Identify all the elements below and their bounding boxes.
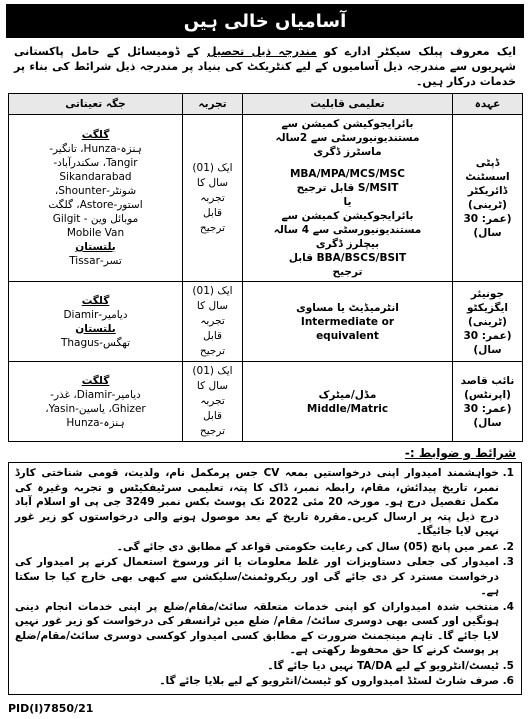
place-name: ہنزہ-Hunza، تانگیر-: [49, 143, 142, 155]
region-label: گلگت: [81, 129, 110, 141]
terms-list: [15, 466, 515, 689]
post-cell-line: (ٹرینی): [468, 199, 507, 211]
post-cell-line: نائب قاصد: [460, 374, 515, 387]
page-title-text: آسامیاں خالی ہیں: [183, 10, 347, 32]
qualification-cell-line: ماسٹرز ڈگری: [313, 146, 382, 158]
qualification-cell-line: انٹرمیڈیٹ یا مساوی: [296, 301, 399, 314]
experience-cell-line: ترجیح: [199, 221, 226, 234]
post-cell: [453, 115, 523, 282]
page-title: [6, 4, 524, 38]
header-post: عہدہ: [453, 94, 523, 115]
place-name: Ghizer، یاسین-Yasin،: [45, 402, 146, 415]
intro-paragraph: [0, 38, 530, 91]
header-place: جگہ تعیناتی: [9, 94, 183, 115]
post-cell-line: (عمر: 30: [463, 402, 512, 415]
qualification-cell-line: MBA/MPA/MCS/MSC: [289, 168, 406, 180]
vacancies-table: [8, 93, 523, 442]
experience-cell-line: ایک (01): [192, 365, 233, 377]
qualification-cell: [243, 282, 453, 362]
place-name: ہنزہ-Hunza: [66, 416, 125, 429]
qualification-cell-line: مڈل/میٹرک: [318, 388, 377, 401]
experience-cell-line: ترجیح: [199, 345, 226, 357]
qualification-cell-line: S/MSIT قابل ترجیح: [296, 182, 399, 194]
post-cell-line: سال): [473, 343, 502, 356]
post-cell: [453, 282, 523, 362]
post-cell-line: جونیئر: [470, 287, 505, 300]
qualification-cell-line: مستندیونیورسٹی سے 2سالہ: [275, 132, 420, 144]
region-label: بلتستان: [75, 241, 116, 253]
experience-cell: [183, 115, 243, 282]
experience-cell-line: سال کا: [196, 300, 229, 312]
qualification-cell-line: بائرایجوکیشن کمیشن سے: [281, 118, 414, 130]
terms-item: 3. امیدوار کی جعلی دستاویزات اور غلط معلومات یا اثر ورسوخ استعمال کرنے پر امیدوار کی درخواست مسترد کر دی جائے گی اور ریکروٹمنٹ/سلیکشن سے کبھی بھی خارج کیا جا سکتا ہے۔: [15, 555, 499, 599]
place-cell: [9, 362, 183, 442]
place-name: موبائل وین - Gilgit: [52, 213, 139, 225]
region-label: گلگت: [81, 294, 110, 307]
job-advertisement: [0, 4, 530, 719]
region-label: گلگت: [81, 374, 110, 387]
intro-text-1: ایک معروف پبلک سیکٹر ادارے کو: [316, 45, 516, 58]
qualification-cell-line: equivalent: [316, 329, 379, 342]
place-name: Mobile Van: [66, 227, 125, 239]
experience-cell-line: سال کا: [196, 176, 229, 189]
post-cell-line: ڈائریکٹر: [467, 185, 508, 197]
terms-item: 2. عمر میں پانچ (05) سال کی رعایت حکومتی قواعد کے مطابق دی جائے گی۔: [15, 540, 499, 555]
table-row: [9, 282, 523, 362]
place-name: دیامیر-Diamir: [63, 308, 128, 321]
terms-item: 5. ٹیسٹ/انٹرویو کے لیے TA/DA نہیں دیا جائے گا۔: [15, 659, 499, 674]
table-row: [9, 362, 523, 442]
post-cell-line: (ٹرینی): [468, 315, 507, 328]
place-name: دیامیر-Diamir، غذر-: [50, 388, 141, 401]
table-header-row: [9, 94, 523, 115]
qualification-cell-line: Middle/Matric: [306, 402, 389, 415]
post-cell-line: ایگزیکٹو: [466, 301, 509, 314]
qualification-cell-line: BBA/BSCS/BSIT قابل: [288, 252, 407, 264]
terms-item: 4. منتخب شدہ امیدواران کو اپنی خدمات متعلقہ سائٹ/مقام/ضلع پر اپنی خدمات انجام دینی ہونگیں اور کسی بھی دوسری سائٹ/ مقام/ ضلع میں ٹرانسفر کی درخواست کو زیر غور نہیں لایا جائے گا۔ تاہم مینجمنٹ ضرورت کے مطابق کسی امیدوار کوکسی دوسری سائٹ/مقام/ضلع پر پوسٹ کرنے کا حق محفوظ رکھتی ہے۔: [15, 600, 499, 658]
experience-cell: [183, 282, 243, 362]
intro-highlight: مندرجہ ذیل تحصیل: [207, 45, 317, 58]
place-name: شونٹر-Shounter،: [54, 185, 137, 197]
qualification-cell: [243, 362, 453, 442]
post-cell-line: (عمر: 30: [463, 213, 512, 225]
region-label: بلتستان: [75, 322, 116, 335]
qualification-cell: [243, 115, 453, 282]
experience-cell-line: قابل: [202, 330, 223, 342]
qualification-cell-line: بیچلرز ڈگری: [315, 238, 380, 250]
qualification-cell-line: ترجیح: [332, 266, 363, 278]
qualification-cell-line: Intermediate or: [300, 315, 395, 328]
post-cell-line: سال): [473, 416, 502, 429]
terms-item: 1. خواہشمند امیدوار اپنی درخواستیں بمعہ CV جس پرمکمل نام، ولدیت، قومی شناختی کارڈ نمبر، تاریخ پیدائش، مقام، رابطہ نمبر، ڈاک کا پتہ، تعلیمی سرٹیفکیٹس و تجربہ وغیرہ کی مکمل تفصیل درج ہو۔ مورخہ 20 مئی 2022 تک پوسٹ بکس نمبر 3249 جی پی او اسلام آباد درج ذیل پتہ پر ارسال کریں۔مقررہ تاریخ کے بعد موصول ہونے والی درخواستوں کو زیر غور نہیں لایا جائیگا۔: [15, 466, 499, 539]
terms-box: [8, 462, 522, 695]
experience-cell-line: تجربہ: [200, 395, 225, 407]
header-experience: تجربہ: [183, 94, 243, 115]
place-name: تسر-Tissar: [69, 255, 122, 267]
place-name: تھگس-Thagus: [60, 336, 131, 349]
header-qualification: تعلیمی قابلیت: [243, 94, 453, 115]
qualification-cell-line: [246, 159, 449, 167]
experience-cell-line: ایک (01): [192, 285, 233, 297]
experience-cell: [183, 362, 243, 442]
qualification-cell-line: یا: [343, 196, 352, 208]
experience-cell-line: ترجیح: [199, 425, 226, 437]
experience-cell-line: ایک (01): [192, 161, 233, 174]
post-cell: [453, 362, 523, 442]
table-row: [9, 115, 523, 282]
pid-number: PID(I)7850/21: [8, 702, 94, 715]
post-cell-line: سال): [473, 227, 502, 239]
experience-cell-line: تجربہ: [200, 191, 225, 204]
post-cell-line: (عمر: 30: [463, 329, 512, 342]
experience-cell-line: قابل: [202, 410, 223, 422]
place-cell: [9, 282, 183, 362]
terms-item: 6. صرف شارٹ لسٹڈ امیدواروں کو ٹیسٹ/انٹرویو کے لیے بلایا جائے گا۔: [15, 674, 499, 689]
place-name: Sikandarabad: [59, 171, 132, 183]
terms-title: شرائط و ضوابط :-: [404, 446, 516, 460]
post-cell-line: (اپرنٹس): [464, 388, 511, 401]
qualification-cell-line: مستندیونیورسٹی سے 4 سالہ: [273, 224, 422, 236]
place-name: استور-Astore، گلگت: [48, 199, 143, 211]
experience-cell-line: قابل: [202, 206, 223, 219]
post-cell-line: ڈپٹی اسسٹنٹ: [465, 157, 510, 183]
place-name: Tangir، سکندرآباد-: [53, 157, 138, 169]
intro-text-2: کے ڈومیسائل کے حامل پاکستانی شہریوں سے مندرجہ ذیل آسامیوں کے لیے کنٹریکٹ کی بنیاد پر مندرجہ ذیل شرائط کی بناء پر خدمات درکار ہیں۔: [14, 45, 516, 88]
experience-cell-line: تجربہ: [200, 315, 225, 327]
experience-cell-line: سال کا: [196, 380, 229, 392]
place-cell: [9, 115, 183, 282]
qualification-cell-line: بائرایجوکیشن کمیشن سے: [281, 210, 414, 222]
